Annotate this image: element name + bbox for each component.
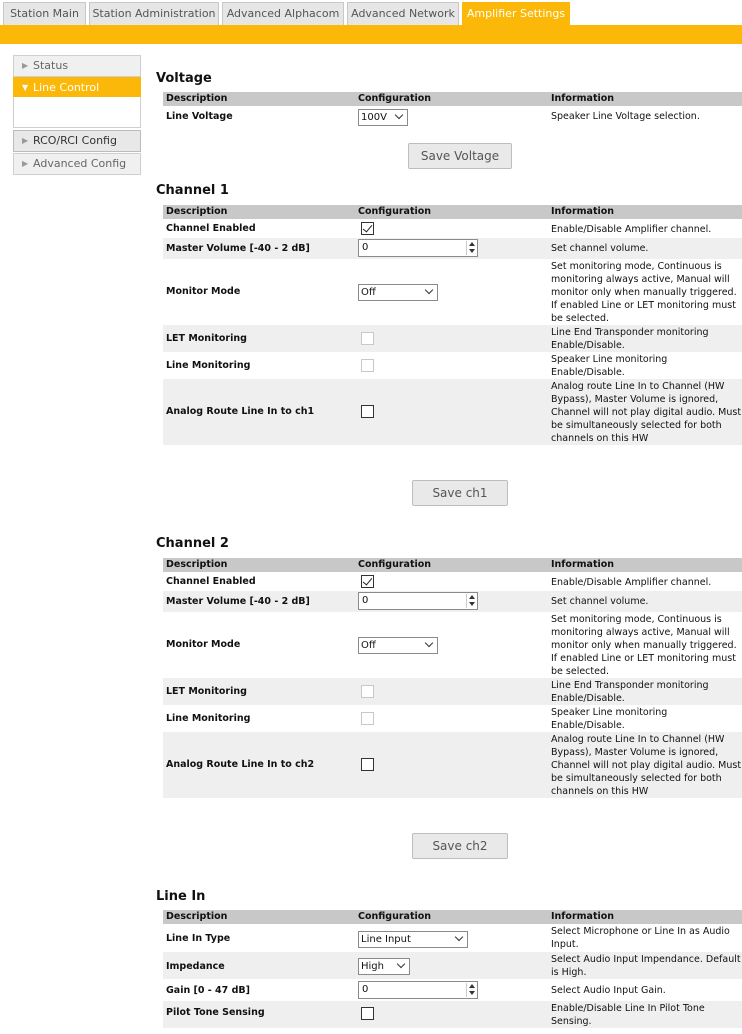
table-row [163,1001,742,1028]
line-voltage-info: Speaker Line Voltage selection. [551,111,700,122]
sidebar-submenu-panel [13,97,141,128]
chevron-down-icon [425,286,433,294]
ch2-enabled-checkbox[interactable] [361,575,374,588]
spinner-arrows-icon[interactable] [466,983,476,997]
let-monitoring-info: Line End Transponder monitoring Enable/Disable. [551,327,709,351]
table-row [163,238,742,259]
table-row [163,678,742,705]
line-monitoring-info: Speaker Line monitoring Enable/Disable. [551,354,668,378]
channel-enabled-label: Channel Enabled [166,576,256,587]
tab-station-administration[interactable]: Station Administration [89,2,219,25]
save-ch2-button[interactable]: Save ch2 [412,833,508,859]
channel-1-table [163,205,742,445]
table-row [163,732,742,798]
sidebar-item-label: Advanced Config [33,157,127,170]
header-information: Information [551,911,615,922]
ch1-let-monitoring-checkbox[interactable] [361,332,374,345]
caret-right-icon: ▶ [22,136,29,145]
line-voltage-value: 100V [361,112,387,123]
caret-right-icon: ▶ [22,159,29,168]
table-header [163,205,742,219]
save-ch1-button[interactable]: Save ch1 [412,480,508,506]
table-row [163,106,742,127]
monitor-mode-value: Off [361,287,376,298]
table-row [163,352,742,379]
gain-input[interactable] [358,981,478,999]
gain-info: Select Audio Input Gain. [551,985,666,996]
header-information: Information [551,559,615,570]
ch1-analog-route-checkbox[interactable] [361,405,374,418]
ch1-monitor-mode-select[interactable] [358,284,438,301]
analog-route-label: Analog Route Line In to ch2 [166,759,315,770]
chevron-down-icon [425,639,433,647]
table-row [163,572,742,591]
table-row [163,219,742,238]
master-volume-info: Set channel volume. [551,243,649,254]
header-configuration: Configuration [358,559,432,570]
let-monitoring-label: LET Monitoring [166,333,247,344]
channel-enabled-info: Enable/Disable Amplifier channel. [551,224,712,235]
header-description: Description [166,206,228,217]
header-configuration: Configuration [358,93,432,104]
let-monitoring-label: LET Monitoring [166,686,247,697]
ch2-let-monitoring-checkbox[interactable] [361,685,374,698]
header-accent-bar [0,25,742,44]
volume-value: 0 [362,595,369,606]
gain-label: Gain [0 - 47 dB] [166,985,250,996]
sidebar-item-line-control[interactable] [13,77,141,98]
table-row [163,325,742,352]
master-volume-label: Master Volume [-40 - 2 dB] [166,243,310,254]
line-voltage-select[interactable] [358,109,408,126]
header-configuration: Configuration [358,911,432,922]
chevron-down-icon [397,960,405,968]
line-in-type-label: Line In Type [166,933,231,944]
master-volume-info: Set channel volume. [551,596,649,607]
monitor-mode-value: Off [361,640,376,651]
section-title-line-in: Line In [156,889,206,904]
checkmark-icon [363,222,373,232]
impedance-label: Impedance [166,961,225,972]
analog-route-label: Analog Route Line In to ch1 [166,406,315,417]
impedance-select[interactable] [358,958,410,975]
section-title-channel-1: Channel 1 [156,183,229,198]
table-row [163,924,742,952]
ch1-line-monitoring-checkbox[interactable] [361,359,374,372]
analog-route-info: Analog route Line In to Channel (HW Bypass), Master Volume is ignored, Channel will not play digital audio. Must be simultaneously selected for both channels on this HW [551,734,742,797]
sidebar-item-label: RCO/RCI Config [33,134,117,147]
sidebar-item-advanced-config[interactable] [13,153,141,175]
ch1-enabled-checkbox[interactable] [361,222,374,235]
header-configuration: Configuration [358,206,432,217]
section-title-channel-2: Channel 2 [156,536,229,551]
table-row [163,952,742,979]
chevron-down-icon [395,111,403,119]
section-title-voltage: Voltage [156,71,212,86]
monitor-mode-info: Set monitoring mode, Continuous is monitoring always active, Manual will monitor only when manually triggered. If enabled Line or LET monitoring must be selected. [551,614,737,677]
table-header [163,910,742,924]
monitor-mode-label: Monitor Mode [166,286,241,297]
sidebar-item-status[interactable] [13,55,141,77]
pilot-tone-info: Enable/Disable Line In Pilot Tone Sensing. [551,1003,705,1027]
ch2-master-volume-input[interactable] [358,592,478,610]
tab-advanced-network[interactable]: Advanced Network [347,2,459,25]
checkmark-icon [363,575,373,585]
header-description: Description [166,559,228,570]
impedance-info: Select Audio Input Impendance. Default is High. [551,954,741,978]
header-description: Description [166,911,228,922]
volume-value: 0 [362,242,369,253]
top-tab-bar [0,0,742,25]
channel-enabled-label: Channel Enabled [166,223,256,234]
ch1-master-volume-input[interactable] [358,239,478,257]
gain-value: 0 [362,984,369,995]
header-information: Information [551,206,615,217]
let-monitoring-info: Line End Transponder monitoring Enable/Disable. [551,680,709,704]
line-in-type-value: Line Input [361,934,411,945]
master-volume-label: Master Volume [-40 - 2 dB] [166,596,310,607]
tab-advanced-alphacom[interactable]: Advanced Alphacom [222,2,344,25]
chevron-down-icon [455,933,463,941]
save-voltage-button[interactable]: Save Voltage [408,143,512,169]
voltage-table [163,92,742,127]
monitor-mode-info: Set monitoring mode, Continuous is monitoring always active, Manual will monitor only when manually triggered. If enabled Line or LET monitoring must be selected. [551,261,737,324]
spinner-arrows-icon[interactable] [466,594,476,608]
line-in-table [163,910,742,1028]
table-row [163,979,742,1001]
table-row [163,591,742,612]
tab-station-main[interactable]: Station Main [3,2,86,25]
table-row [163,259,742,325]
line-in-type-info: Select Microphone or Line In as Audio Input. [551,926,730,950]
ch2-monitor-mode-select[interactable] [358,637,438,654]
channel-2-table [163,558,742,798]
caret-right-icon: ▶ [22,61,29,70]
channel-enabled-info: Enable/Disable Amplifier channel. [551,577,712,588]
line-monitoring-label: Line Monitoring [166,360,251,371]
sidebar-item-label: Status [33,59,69,72]
header-description: Description [166,93,228,104]
sidebar-item-rco-rci-config[interactable] [13,130,141,152]
line-voltage-label: Line Voltage [166,111,233,122]
sidebar-item-label: Line Control [33,81,100,94]
pilot-tone-label: Pilot Tone Sensing [166,1007,265,1018]
table-row [163,379,742,445]
ch2-analog-route-checkbox[interactable] [361,758,374,771]
spinner-arrows-icon[interactable] [466,241,476,255]
table-row [163,612,742,678]
line-monitoring-label: Line Monitoring [166,713,251,724]
monitor-mode-label: Monitor Mode [166,639,241,650]
table-header [163,92,742,106]
pilot-tone-checkbox[interactable] [361,1007,374,1020]
line-in-type-select[interactable] [358,931,468,948]
line-monitoring-info: Speaker Line monitoring Enable/Disable. [551,707,668,731]
impedance-value: High [361,961,384,972]
tab-amplifier-settings[interactable]: Amplifier Settings [462,2,570,25]
header-information: Information [551,93,615,104]
caret-down-icon: ▼ [22,83,29,92]
ch2-line-monitoring-checkbox[interactable] [361,712,374,725]
table-header [163,558,742,572]
analog-route-info: Analog route Line In to Channel (HW Bypass), Master Volume is ignored, Channel will not play digital audio. Must be simultaneously selected for both channels on this HW [551,381,742,444]
table-row [163,705,742,732]
